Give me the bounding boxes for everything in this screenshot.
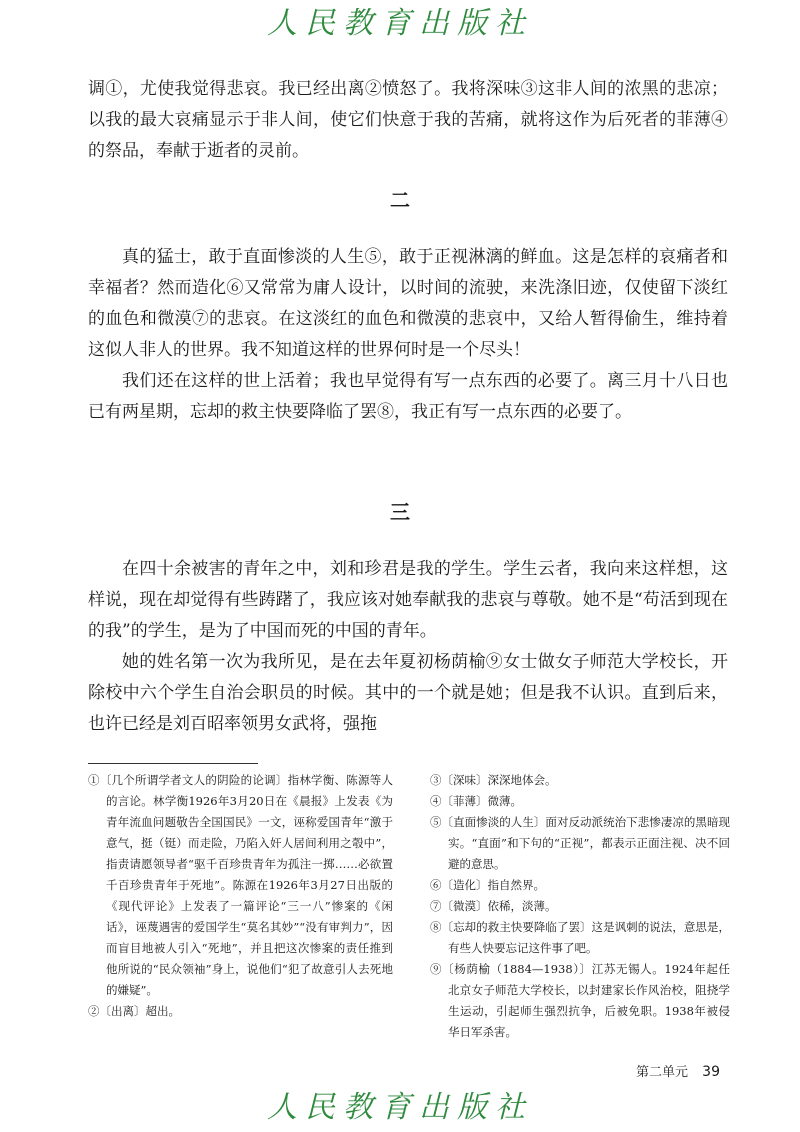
page-number: 39 [702,1064,720,1080]
footnote-2: ②〔出离〕超出。 [88,1004,180,1018]
footnote-7: ⑦〔微漠〕依稀，淡薄。 [430,899,557,913]
body-text-block-2 [88,242,728,428]
footnote-9: ⑨〔杨荫榆（1884—1938）〕江苏无锡人。1924年起任北京女子师范大学校长，以封建家长作风治校，阻挠学生运动，引起师生强烈抗争，后被免职。1938年被侵华日军杀害。 [430,962,730,1039]
body-text-block-1 [88,74,728,167]
paragraph-2: 真的猛士，敢于直面惨淡的人生⑤，敢于正视淋漓的鲜血。这是怎样的哀痛者和幸福者？然而造化⑥又常常为庸人设计，以时间的流驶，来洗涤旧迹，仅使留下淡红的血色和微漠⑦的悲哀。在这淡红的血色和微漠的悲哀中，又给人暂得偷生，维持着这似人非人的世界。我不知道这样的世界何时是一个尽头！ [88,247,728,360]
footnote-4: ④〔菲薄〕微薄。 [430,794,522,808]
paragraph-3: 我们还在这样的世上活着；我也早觉得有写一点东西的必要了。离三月十八日也已有两星期，忘却的救主快要降临了罢⑧，我正有写一点东西的必要了。 [88,371,728,422]
footnotes-left-column [88,770,393,1022]
footnote-3: ③〔深味〕深深地体会。 [430,773,557,787]
footnote-6: ⑥〔造化〕指自然界。 [430,878,545,892]
footnote-5: ⑤〔直面惨淡的人生〕面对反动派统治下悲惨凄凉的黑暗现实。“直面”和下句的“正视”，都表示正面注视、决不回避的意思。 [430,815,730,871]
body-text-block-3 [88,554,728,740]
footnote-divider [88,763,258,764]
paragraph-4: 在四十余被害的青年之中，刘和珍君是我的学生。学生云者，我向来这样想，这样说，现在却觉得有些踌躇了，我应该对她奉献我的悲哀与尊敬。她不是“苟活到现在的我”的学生，是为了中国而死的中国的青年。 [88,559,728,641]
section-heading-3: 三 [390,500,410,524]
publisher-footer-logo: 人民教育出版社 [267,1090,533,1125]
footnote-1: ①〔几个所谓学者文人的阴险的论调〕指林学衡、陈源等人的言论。林学衡1926年3月20日在《晨报》上发表《为青年流血问题敬告全国国民》一文，诬称爱国青年“激于意气，挺（铤）而走险，乃陷入奸人居间利用之彀中”，指责请愿领导者“驱千百珍贵青年为孤注一掷……必欲置千百珍贵青年于死地”。陈源在1926年3月27日出版的《现代评论》上发表了一篇评论“三一八”惨案的《闲话》，诬蔑遇害的爱国学生“莫名其妙”“没有审判力”，因而盲目地被人引入“死地”，并且把这次惨案的责任推到他所说的“民众领袖”身上，说他们“犯了故意引人去死地的嫌疑”。 [88,773,393,997]
page-footer [636,1060,720,1085]
publisher-header-logo: 人民教育出版社 [267,6,533,41]
paragraph-5: 她的姓名第一次为我所见，是在去年夏初杨荫榆⑨女士做女子师范大学校长，开除校中六个学生自治会职员的时候。其中的一个就是她；但是我不认识。直到后来，也许已经是刘百昭率领男女武将，强拖 [88,652,728,734]
footnote-8: ⑧〔忘却的救主快要降临了罢〕这是讽刺的说法，意思是，有些人快要忘记这件事了吧。 [430,920,730,955]
section-heading-2: 二 [390,188,410,212]
paragraph-1: 调①，尤使我觉得悲哀。我已经出离②愤怒了。我将深味③这非人间的浓黑的悲凉；以我的最大哀痛显示于非人间，使它们快意于我的苦痛，就将这作为后死者的菲薄④的祭品，奉献于逝者的灵前。 [88,79,728,161]
unit-label: 第二单元 [636,1065,689,1080]
footnotes-right-column [430,770,730,1043]
